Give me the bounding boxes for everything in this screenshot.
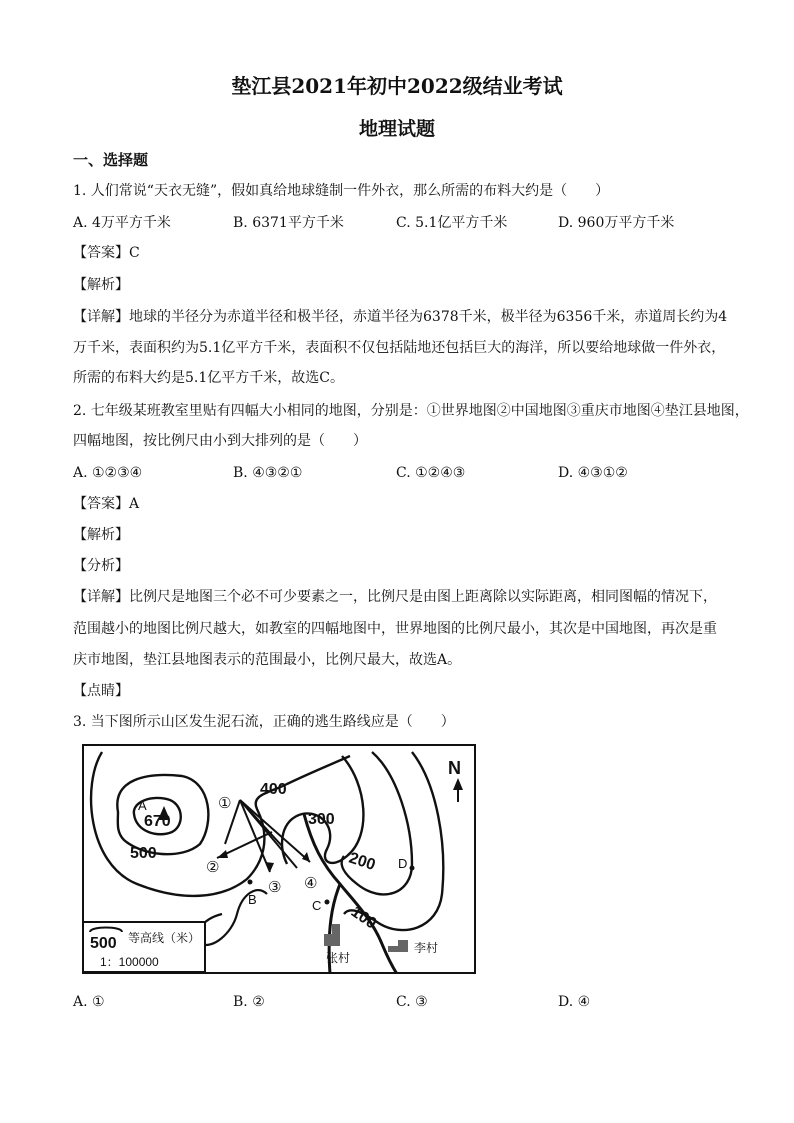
- q2-option-d[interactable]: D. ④③①②: [558, 465, 628, 481]
- route-label-2: ②: [206, 859, 220, 876]
- q2-option-c[interactable]: C. ①②④③: [396, 465, 466, 481]
- legend-value: 500: [90, 935, 117, 952]
- q1-detail-line: 所需的布料大约是5.1亿平方千米，故选C。: [73, 370, 344, 386]
- contour-label-100: 100: [347, 903, 380, 933]
- q2-analysis: 【解析】: [73, 527, 129, 543]
- q2-stem-line: 2. 七年级某班教室里贴有四幅大小相同的地图，分别是：①世界地图②中国地图③重庆市地图④垫江县地图，: [73, 403, 749, 419]
- q2-answer: 【答案】A: [73, 496, 140, 512]
- contour-label-200: 200: [346, 849, 378, 875]
- q2-detail-line: 【详解】比例尺是地图三个必不可少要素之一，比例尺是由图上距离除以实际距离，相同图幅的情况下，: [73, 589, 717, 605]
- peak-value: 670: [144, 813, 171, 830]
- point-c-label: C: [312, 898, 322, 913]
- q1-detail-line: 【详解】地球的半径分为赤道半径和极半径，赤道半径为6378千米，极半径为6356千米，赤道周长约为4: [73, 309, 728, 325]
- exam-subtitle: 地理试题: [358, 118, 435, 140]
- q3-option-a[interactable]: A. ①: [73, 994, 105, 1010]
- contour-label-300: 300: [308, 811, 335, 828]
- q2-option-a[interactable]: A. ①②③④: [73, 465, 143, 481]
- route-label-4: ④: [304, 875, 318, 892]
- q2-detail-line: 庆市地图，垫江县地图表示的范围最小，比例尺最大，故选A。: [73, 652, 462, 668]
- q2-fenxi: 【分析】: [73, 558, 129, 574]
- q2-dianjing: 【点睛】: [73, 683, 129, 699]
- village-zhangcun: 张村: [326, 951, 351, 965]
- q1-detail-line: 万千米，表面积约为5.1亿平方千米，表面积不仅包括陆地还包括巨大的海洋，所以要给地球做一件外衣，: [73, 340, 726, 356]
- point-b-dot: [248, 880, 253, 885]
- q1-option-d[interactable]: D. 960万平方千米: [558, 215, 675, 231]
- q1-option-c[interactable]: C. 5.1亿平方千米: [396, 215, 508, 231]
- q1-analysis: 【解析】: [73, 277, 129, 293]
- map-scale: 1：100000: [100, 955, 159, 969]
- q3-option-b[interactable]: B. ②: [233, 994, 265, 1010]
- point-d-dot: [410, 866, 415, 871]
- q1-option-a[interactable]: A. 4万平方千米: [73, 215, 171, 231]
- q3-stem: 3. 当下图所示山区发生泥石流，正确的逃生路线应是（ ）: [73, 714, 455, 730]
- q3-option-c[interactable]: C. ③: [396, 994, 428, 1010]
- point-d-label: D: [398, 856, 408, 871]
- point-b-label: B: [248, 892, 257, 907]
- point-c-dot: [325, 900, 330, 905]
- contour-label-400: 400: [260, 781, 287, 798]
- exam-title: 垫江县2021年初中2022级结业考试: [231, 74, 563, 98]
- village-licun: 李村: [414, 941, 439, 955]
- north-label: N: [448, 758, 461, 778]
- contour-label-500: 500: [130, 845, 157, 862]
- contour-map: [82, 744, 476, 974]
- q1-answer: 【答案】C: [73, 245, 140, 261]
- q1-stem: 1. 人们常说“天衣无缝”，假如真给地球缝制一件外衣，那么所需的布料大约是（ ）: [73, 183, 610, 199]
- route-label-3: ③: [268, 879, 282, 896]
- q2-detail-line: 范围越小的地图比例尺越大，如教室的四幅地图中，世界地图的比例尺最小，其次是中国地图，再次是重: [73, 621, 717, 637]
- q3-option-d[interactable]: D. ④: [558, 994, 591, 1010]
- peak-label: A: [138, 798, 147, 813]
- route-label-1: ①: [218, 795, 232, 812]
- legend-label: 等高线（米）: [128, 931, 201, 945]
- q2-stem-line: 四幅地图，按比例尺由小到大排列的是（ ）: [73, 433, 367, 449]
- q1-option-b[interactable]: B. 6371平方千米: [233, 215, 344, 231]
- section-heading: 一、选择题: [73, 151, 149, 169]
- q2-option-b[interactable]: B. ④③②①: [233, 465, 303, 481]
